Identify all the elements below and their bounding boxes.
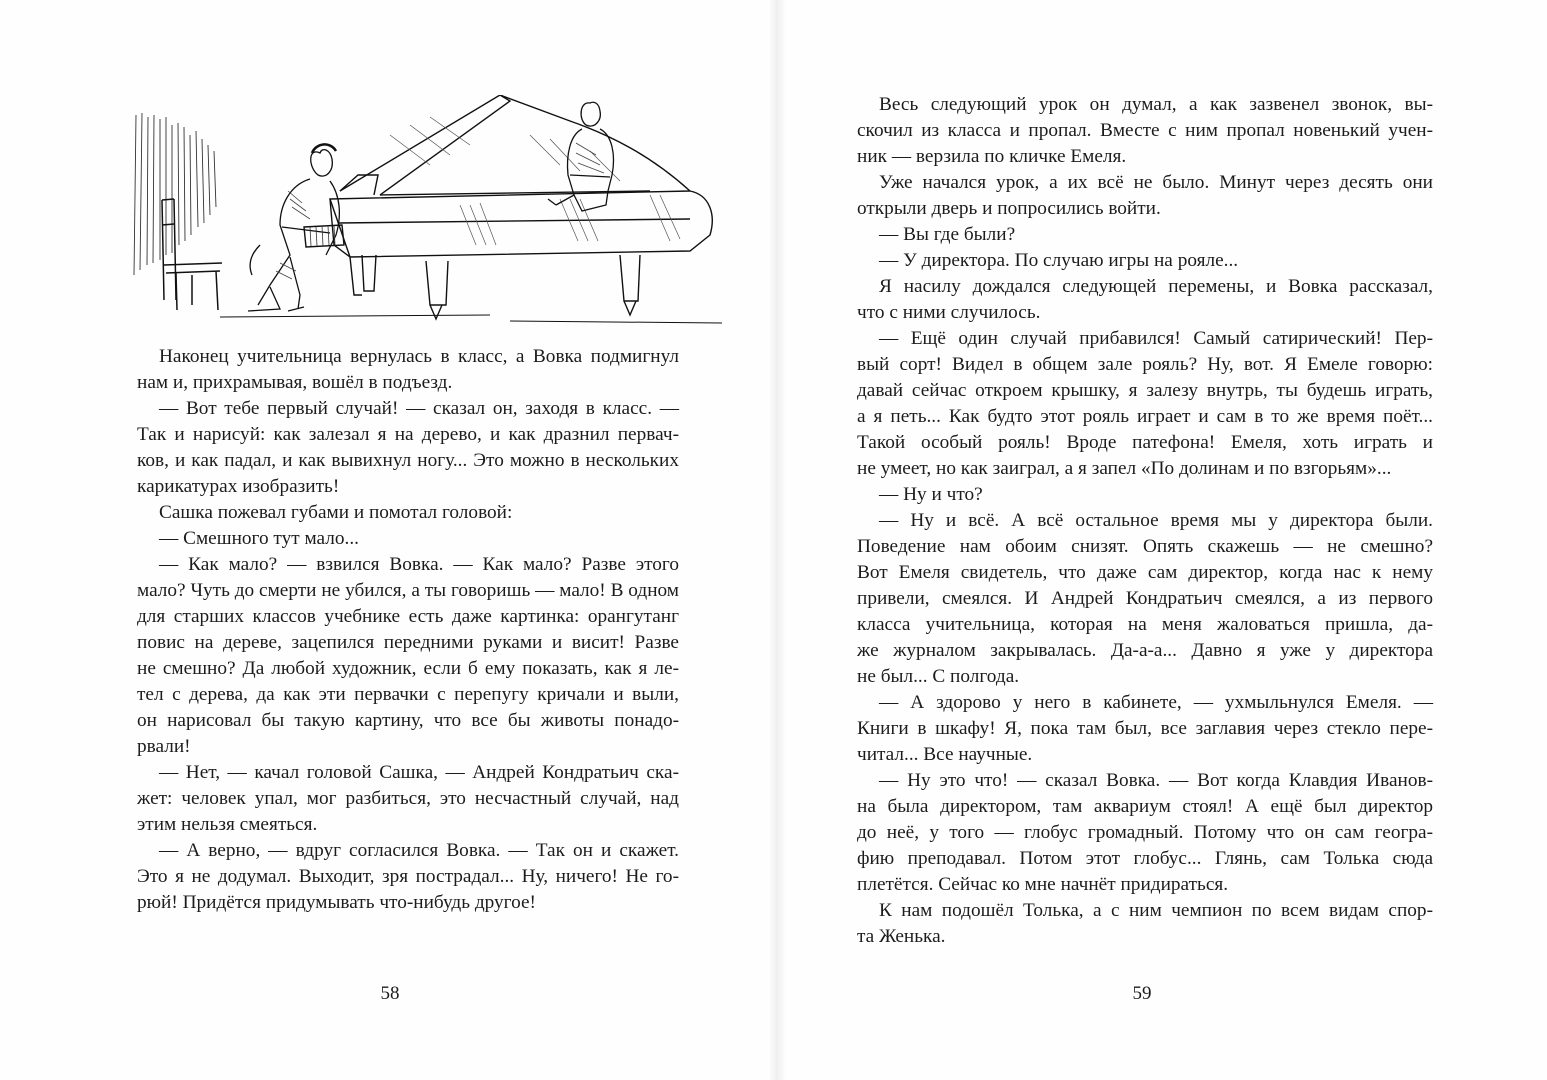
text-line: привели, смеялся. И Андрей Кондратьич смеялся, а из первого <box>857 588 1433 609</box>
text-line: — Нет, — качал головой Сашка, — Андрей Кондратьич ска- <box>159 762 679 783</box>
text-line: рвали! <box>137 736 191 757</box>
text-line: — Смешного тут мало... <box>159 528 359 549</box>
text-line: плетётся. Сейчас ко мне начнёт придираться. <box>857 874 1229 895</box>
text-line: этим нельзя смеяться. <box>137 814 318 835</box>
text-line: К нам подошёл Толька, а с ним чемпион по всем видам спор- <box>879 900 1433 921</box>
text-line: для старших классов учебнике есть даже картинка: орангутанг <box>137 606 679 627</box>
text-line: Это я не додумал. Выходит, зря пострадал... Ну, ничего! Не го- <box>137 866 679 887</box>
text-line: он нарисовал бы такую картину, что все бы животы понадо- <box>137 710 679 731</box>
text-line: — Ну и что? <box>879 484 983 505</box>
text-line: Книги в шкафу! Я, пока там был, все заглавия через стекло пере- <box>857 718 1433 739</box>
page-number: 59 <box>1132 983 1152 1004</box>
text-line: — Ну это что! — сказал Вовка. — Вот когда Клавдия Иванов- <box>879 770 1433 791</box>
text-line: Уже начался урок, а их всё не было. Минут через десять они <box>879 172 1433 193</box>
text-line: Весь следующий урок он думал, а как зазвенел звонок, вы- <box>879 94 1433 115</box>
text-line: — У директора. По случаю игры на рояле... <box>879 250 1239 271</box>
text-line: класса учительница, которая на меня жаловаться пришла, да- <box>857 614 1433 635</box>
text-line: Поведение нам обоим снизят. Опять скажешь — не смешно? <box>857 536 1433 557</box>
text-line: — Вот тебе первый случай! — сказал он, заходя в класс. — <box>159 398 679 419</box>
text-line: Так и нарисуй: как залезал я на дерево, и как дразнил первач- <box>137 424 679 445</box>
text-line: же журналом закрывалась. Да-а-а... Давно я уже у директора <box>857 640 1433 661</box>
text-line: тел с дерева, да как эти первачки с перепугу кричали и выли, <box>137 684 679 705</box>
text-line: скочил из класса и пропал. Вместе с ним пропал новенький учен- <box>857 120 1433 141</box>
text-line: ник — верзила по кличке Емеля. <box>857 146 1127 167</box>
text-line: Вот Емеля свидетель, что даже сам директор, когда нас к нему <box>857 562 1433 583</box>
text-line: не умеет, но как заиграл, а я запел «По долинам и по взгорьям»... <box>857 458 1392 479</box>
text-line: нам и, прихрамывая, вошёл в подъезд. <box>137 372 453 393</box>
page-number: 58 <box>380 983 400 1004</box>
text-line: не смешно? Да любой художник, если б ему показать, как я ле- <box>137 658 679 679</box>
text-line: — Как мало? — взвился Вовка. — Как мало? Разве этого <box>159 554 679 575</box>
text-line: открыли дверь и попросились войти. <box>857 198 1161 219</box>
text-line: Я насилу дождался следующей перемены, и Вовка рассказал, <box>879 276 1433 297</box>
text-line: что с ними случилось. <box>857 302 1041 323</box>
text-line: — Ну и всё. А всё остальное время мы у директора были. <box>879 510 1433 531</box>
right-page-text <box>857 92 1433 950</box>
text-line: не был... С полгода. <box>857 666 1020 687</box>
text-line: та Женька. <box>857 926 946 947</box>
text-line: а я петь... Как будто этот рояль играет и сам в то же время поёт... <box>857 406 1433 427</box>
text-line: Наконец учительница вернулась в класс, а Вовка подмигнул <box>159 346 679 367</box>
text-line: Сашка пожевал губами и помотал головой: <box>159 502 513 523</box>
text-line: вый сорт! Видел в общем зале рояль? Ну, вот. Я Емеле говорю: <box>857 354 1433 375</box>
text-line: на была директором, там аквариум стоял! А ещё был директор <box>857 796 1433 817</box>
text-line: Такой особый рояль! Вроде патефона! Емеля, хоть играть и <box>857 432 1433 453</box>
text-line: фию преподавал. Потом этот глобус... Глянь, сам Толька сюда <box>857 848 1433 869</box>
text-line: рюй! Придётся придумывать что-нибудь другое! <box>137 892 536 913</box>
left-page-text <box>137 344 679 916</box>
text-line: — А здорово у него в кабинете, — ухмыльнулся Емеля. — <box>879 692 1433 713</box>
text-line: давай сейчас откроем крышку, я залезу внутрь, ты будешь играть, <box>857 380 1433 401</box>
piano-illustration <box>130 95 722 330</box>
text-line: повис на дереве, зацепился передними руками и висит! Разве <box>137 632 679 653</box>
text-line: карикатурах изобразить! <box>137 476 340 497</box>
left-page <box>0 0 773 1080</box>
text-line: — А верно, — вдруг согласился Вовка. — Так он и скажет. <box>159 840 679 861</box>
text-line: — Вы где были? <box>879 224 1016 245</box>
text-line: до неё, у того — глобус громадный. Потому что он сам геогра- <box>857 822 1433 843</box>
text-line: ков, и как падал, и как вывихнул ногу... Это можно в нескольких <box>137 450 679 471</box>
text-line: жет: человек упал, мог разбиться, это несчастный случай, над <box>137 788 679 809</box>
text-line: — Ещё один случай прибавился! Самый сатирический! Пер- <box>879 328 1433 349</box>
text-line: мало? Чуть до смерти не убился, а ты говоришь — мало! В одном <box>137 580 679 601</box>
text-line: читал... Все научные. <box>857 744 1033 765</box>
